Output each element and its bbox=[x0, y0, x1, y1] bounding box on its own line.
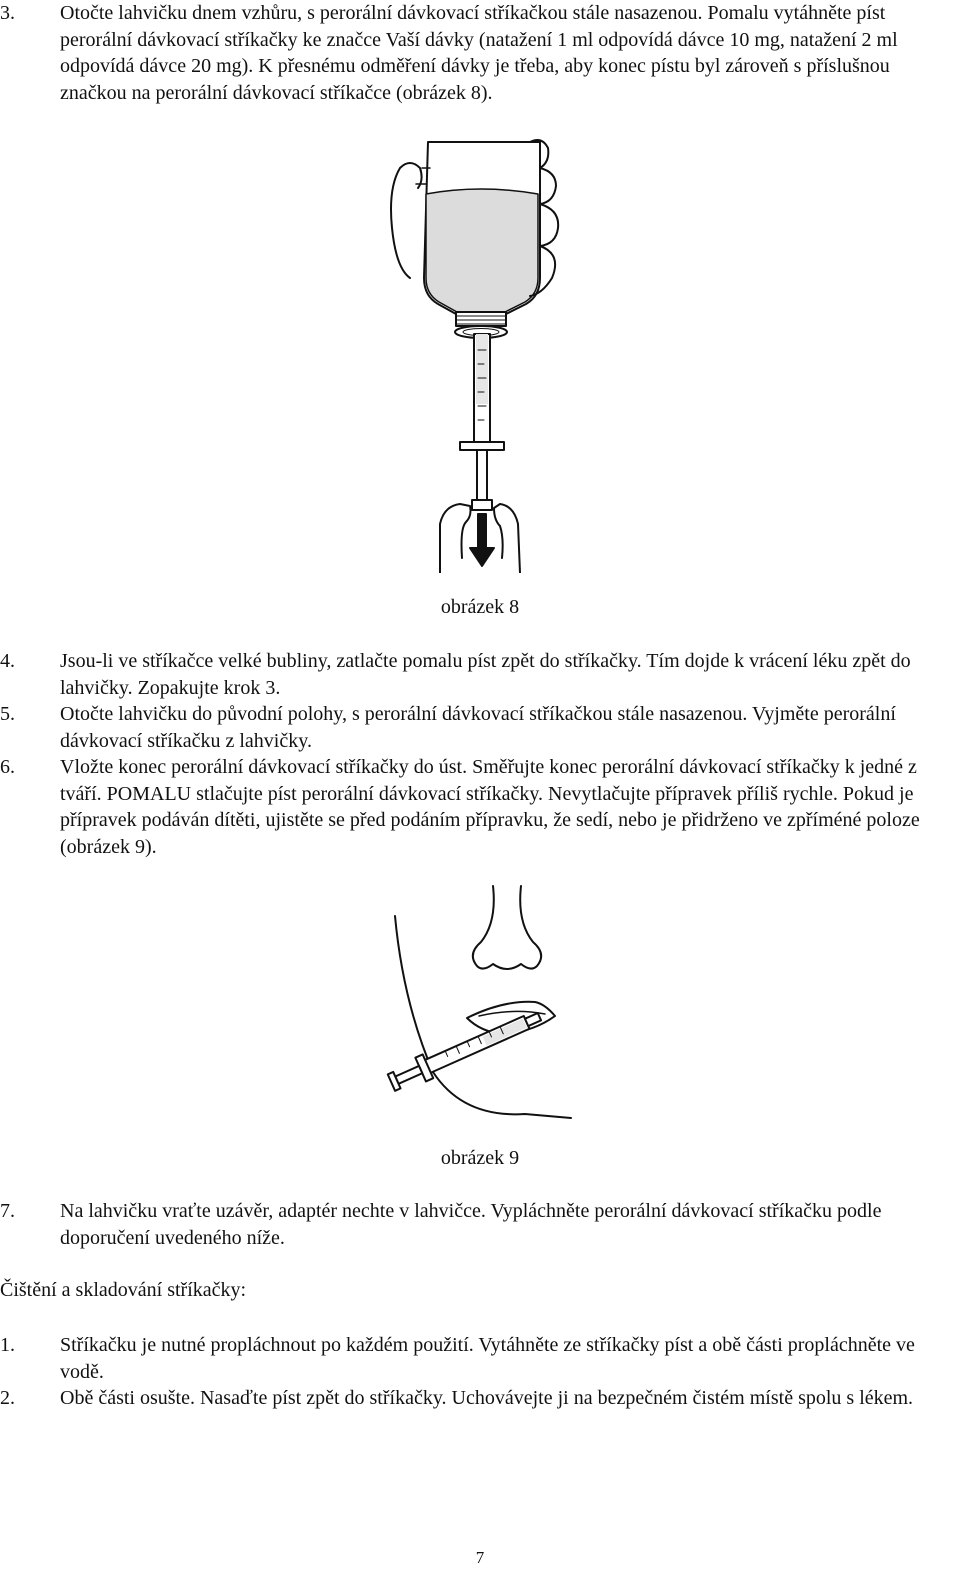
step-text: Otočte lahvičku do původní polohy, s perorální dávkovací stříkačkou stále nasazenou. Vyjměte perorální dávkovací stříkačku z lahvičky. bbox=[60, 703, 896, 752]
face-syringe-illustration bbox=[385, 882, 575, 1140]
step-5 bbox=[0, 701, 950, 754]
step-number: 5. bbox=[0, 703, 15, 725]
page-number: 7 bbox=[475, 1548, 485, 1567]
step-text: Vložte konec perorální dávkovací stříkačky do úst. Směřujte konec perorální dávkovací stříkačky k jedné z tváří. POMALU stlačujte píst perorální dávkovací stříkačky. Nevytlačujte přípravek příliš rychle. Pokud je přípravek podáván dítěti, ujistěte se před podáním přípravku, že sedí, nebo je přidrženo ve zpříméné poloze (obrázek 9). bbox=[60, 756, 920, 858]
figure-9-caption: obrázek 9 bbox=[440, 1147, 520, 1169]
step-3 bbox=[0, 0, 950, 106]
step-7 bbox=[0, 1198, 950, 1251]
step-text: Jsou-li ve stříkačce velké bubliny, zatlačte pomalu píst zpět do stříkačky. Tím dojde k vrácení léku zpět do lahvičky. Zopakujte krok 3. bbox=[60, 650, 911, 699]
step-6 bbox=[0, 754, 950, 860]
item-number: 1. bbox=[0, 1334, 15, 1356]
item-number: 2. bbox=[0, 1387, 15, 1409]
cleaning-item-2 bbox=[0, 1385, 950, 1412]
bottle-syringe-illustration bbox=[380, 128, 580, 573]
item-text: Stříkačku je nutné propláchnout po každém použití. Vytáhněte ze stříkačky píst a obě části propláchněte ve vodě. bbox=[60, 1334, 915, 1383]
step-text: Na lahvičku vraťte uzávěr, adaptér nechte v lahvičce. Vypláchněte perorální dávkovací stříkačku podle doporučení uvedeného níže. bbox=[60, 1200, 882, 1249]
step-number: 3. bbox=[0, 2, 15, 24]
cleaning-item-1 bbox=[0, 1332, 950, 1385]
item-text: Obě části osušte. Nasaďte píst zpět do stříkačky. Uchovávejte ji na bezpečném čistém místě spolu s lékem. bbox=[60, 1387, 914, 1409]
step-number: 4. bbox=[0, 650, 15, 672]
step-4 bbox=[0, 648, 950, 701]
figure-8-caption: obrázek 8 bbox=[440, 596, 520, 618]
step-text: Otočte lahvičku dnem vzhůru, s perorální dávkovací stříkačkou stále nasazenou. Pomalu vytáhněte píst perorální dávkovací stříkačky ke značce Vaší dávky (natažení 1 ml odpovídá dávce 10 mg, natažení 2 ml odpovídá dávce 20 mg). K přesnému odměření dávky je třeba, aby konec pístu byl zároveň s příslušnou značkou na perorální dávkovací stříkačce (obrázek 8). bbox=[60, 2, 898, 104]
step-number: 7. bbox=[0, 1200, 15, 1222]
cleaning-heading: Čištění a skladování stříkačky: bbox=[0, 1279, 247, 1301]
step-number: 6. bbox=[0, 756, 15, 778]
